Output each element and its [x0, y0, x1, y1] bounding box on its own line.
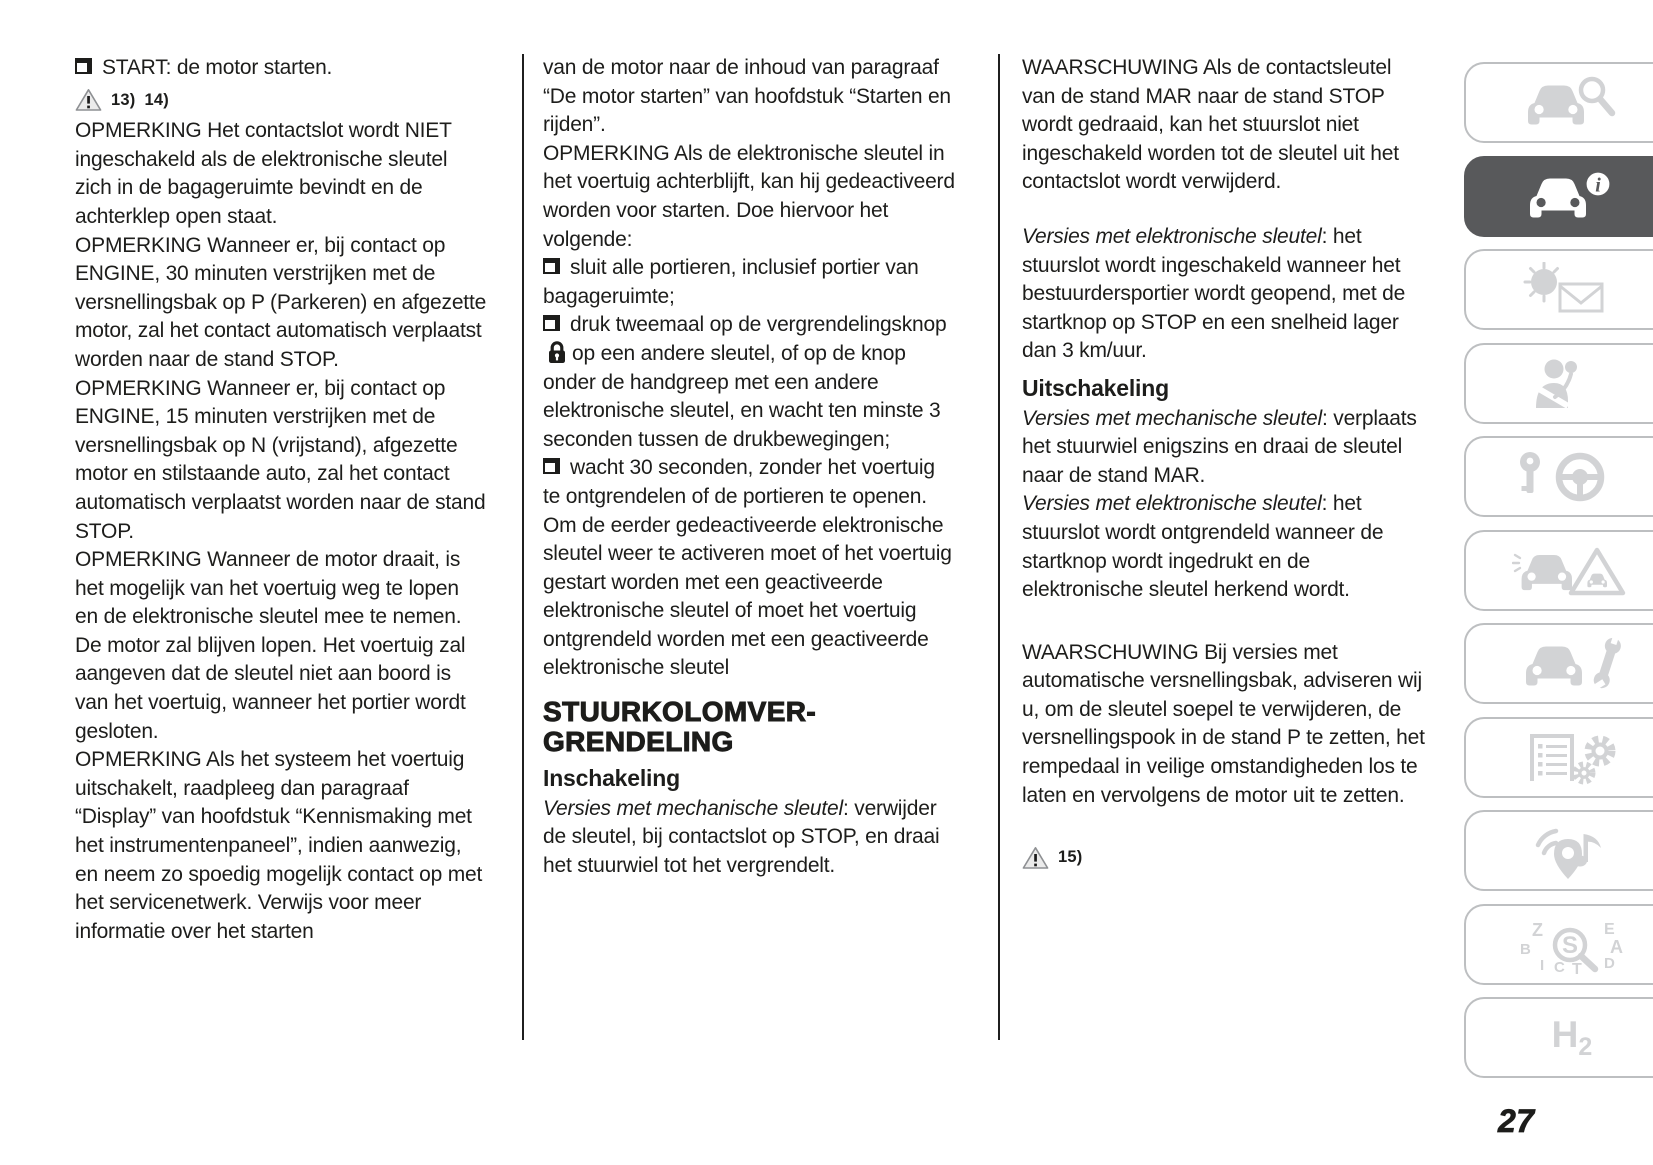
- sidebar-tab-multimedia[interactable]: [1464, 810, 1653, 891]
- sidebar-tab-emergency[interactable]: [1464, 530, 1653, 611]
- bullet-text: START: de motor starten.: [102, 56, 333, 79]
- column-1: [75, 54, 487, 946]
- variant-lead: Versies met elektronische sleutel: [1022, 224, 1322, 248]
- bullet-text: sluit alle portieren, inclusief portier van bagageruimte;: [543, 256, 919, 308]
- sidebar-tab-dashboard-info[interactable]: [1464, 156, 1653, 237]
- spec-list-gears-icon: [1512, 730, 1632, 786]
- paragraph: OPMERKING Als het systeem het voertuig uitschakelt, raadpleeg dan paragraaf “Display” van hoofdstuk “Kennismaking met het instrumentenpaneel”, indien aanwezig, en neem zo spoedig mogelijk contact op met het servicenetwerk. Verwijs voor meer informatie over het starten: [75, 748, 483, 943]
- key-steering-wheel-icon: [1512, 449, 1632, 505]
- square-bullet-icon: [543, 315, 560, 331]
- sidebar-tab-maintenance[interactable]: [1464, 623, 1653, 704]
- sun-mail-icon: [1512, 262, 1632, 318]
- paragraph: Versies met elektronische sleutel: het stuurslot wordt ingeschakeld wanneer het bestuurdersportier wordt geopend, met de startknop op STOP en een snelheid lager dan 3 km/uur.: [1022, 224, 1406, 363]
- svg-text:Z: Z: [1532, 919, 1543, 940]
- bullet-text: druk tweemaal op de vergrendelingsknop: [570, 313, 947, 337]
- sidebar-tab-technical-data[interactable]: [1464, 717, 1653, 798]
- alphabetical-index-icon: [1512, 916, 1632, 974]
- car-search-icon: [1512, 75, 1632, 131]
- subsection-title: Inschakeling: [543, 765, 680, 792]
- svg-text:T: T: [1572, 960, 1582, 974]
- paragraph: OPMERKING Wanneer de motor draait, is het mogelijk van het voertuig weg te lopen en de elektronische sleutel mee te nemen. De motor zal blijven lopen. Het voertuig zal aangeven dat de sleutel niet aan boord is van het voertuig, wanneer het portier wordt gesloten.: [75, 548, 466, 743]
- variant-lead: Versies met mechanische sleutel: [543, 796, 843, 820]
- warning-note-number: 13): [111, 90, 136, 109]
- svg-text:A: A: [1610, 936, 1623, 957]
- svg-text:D: D: [1604, 954, 1615, 972]
- paragraph: OPMERKING Het contactslot wordt NIET ingeschakeld als de elektronische sleutel zich in de bagageruimte bevindt en de achterklep open staat.: [75, 119, 452, 228]
- variant-lead: Versies met elektronische sleutel: [1022, 492, 1322, 516]
- sidebar-tab-safety[interactable]: [1464, 343, 1653, 424]
- paragraph: Versies met elektronische sleutel: het stuurslot wordt ontgrendeld wanneer de startknop wordt ingedrukt en de elektronische sleutel herkend wordt.: [1022, 492, 1384, 602]
- paragraph: OPMERKING Wanneer er, bij contact op ENGINE, 30 minuten verstrijken met de versnellingsbak op P (Parkeren) en afgezette motor, zal het contact automatisch verplaatst worden naar de stand STOP.: [75, 233, 487, 371]
- variant-lead: Versies met mechanische sleutel: [1022, 406, 1322, 430]
- bullet-text: wacht 30 seconden, zonder het voertuig te ontgrendelen of de portieren te openen.: [543, 456, 935, 508]
- paragraph: van de motor naar de inhoud van paragraaf “De motor starten” van hoofdstuk “Starten en rijden”.: [543, 56, 951, 137]
- svg-text:B: B: [1520, 940, 1531, 958]
- bullet-item: [75, 54, 487, 83]
- sidebar-tab-vehicle-overview[interactable]: [1464, 62, 1653, 143]
- svg-text:i: i: [1595, 174, 1601, 196]
- svg-text:S: S: [1562, 931, 1579, 959]
- warning-triangle-icon: [75, 88, 102, 112]
- bullet-item: [543, 311, 957, 454]
- section-title: STUURKOLOMVER- GRENDELING: [543, 696, 817, 757]
- column-divider: [522, 54, 524, 1040]
- paragraph: Om de eerder gedeactiveerde elektronische sleutel weer te activeren moet of het voertuig gestart worden met een geactiveerde elektronische sleutel of moet het voertuig ontgrendeld worden met een geactiveerde elektronische sleutel: [543, 513, 952, 680]
- car-warning-triangle-icon: [1512, 543, 1632, 599]
- page-number: 27: [1498, 1103, 1535, 1139]
- sidebar-tab-starting-driving[interactable]: [1464, 436, 1653, 517]
- bullet-text: op een andere sleutel, of op de knop onder de handgreep met een andere elektronische sleutel, en wacht ten minste 3 seconden tussen de drukbewegingen;: [543, 341, 941, 451]
- sidebar-tab-hydrogen[interactable]: [1464, 997, 1653, 1078]
- warning-note-number: 15): [1058, 848, 1083, 867]
- paragraph: OPMERKING Als de elektronische sleutel in het voertuig achterblijft, kan hij gedeactiveerd worden voor starten. Doe hiervoor het volgende:: [543, 141, 955, 251]
- sidebar-tab-comfort[interactable]: [1464, 249, 1653, 330]
- svg-text:C: C: [1554, 958, 1565, 974]
- square-bullet-icon: [543, 458, 560, 474]
- paragraph: Versies met mechanische sleutel: verplaats het stuurwiel enigszins en draai de sleutel naar de stand MAR.: [1022, 406, 1417, 487]
- paragraph: WAARSCHUWING Als de contactsleutel van de stand MAR naar de stand STOP wordt gedraaid, kan het stuurslot niet ingeschakeld worden tot de sleutel uit het contactslot wordt verwijderd.: [1022, 56, 1399, 194]
- car-wrench-icon: [1512, 636, 1632, 692]
- bullet-item: [543, 254, 957, 311]
- paragraph: Versies met mechanische sleutel: verwijder de sleutel, bij contactslot op STOP, en draai het stuurwiel tot het vergrendelt.: [543, 796, 940, 877]
- square-bullet-icon: [543, 258, 560, 274]
- warning-triangle-icon: [1022, 846, 1049, 870]
- warning-reference: [75, 86, 487, 115]
- svg-text:I: I: [1540, 956, 1545, 974]
- svg-text:E: E: [1604, 920, 1615, 938]
- column-divider: [998, 54, 1000, 1040]
- sidebar-tab-index[interactable]: [1464, 904, 1653, 985]
- column-3: [1022, 54, 1430, 875]
- lock-icon: [547, 340, 567, 364]
- occupant-safety-icon: [1512, 356, 1632, 412]
- connected-audio-icon: [1512, 823, 1632, 879]
- subsection-title: Uitschakeling: [1022, 374, 1169, 401]
- warning-reference: [1022, 843, 1430, 872]
- paragraph: WAARSCHUWING Bij versies met automatische versnellingsbak, adviseren wij u, om de sleutel soepel te verwijderen, de versnellingspook in de stand P te zetten, het rempedaal in veilige omstandigheden los te laten en vervolgens de motor uit te zetten.: [1022, 640, 1425, 807]
- column-2: [543, 54, 957, 880]
- bullet-item: [543, 454, 957, 511]
- car-info-icon: [1512, 169, 1632, 225]
- square-bullet-icon: [75, 58, 92, 74]
- warning-note-number: 14): [144, 90, 169, 109]
- paragraph: OPMERKING Wanneer er, bij contact op ENGINE, 15 minuten verstrijken met de versnellingsbak op N (vrijstand), afgezette motor en stilstaande auto, zal het contact automatisch verplaatst worden naar de stand STOP.: [75, 376, 486, 543]
- hydrogen-h2-icon: $H_2$: [1551, 1013, 1593, 1061]
